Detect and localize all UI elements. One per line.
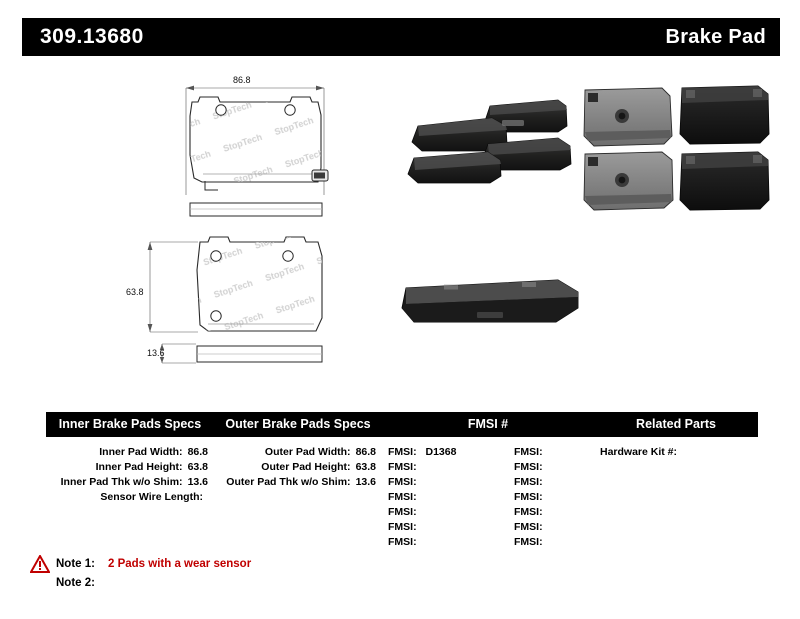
spec-row bbox=[214, 459, 382, 474]
document-header bbox=[22, 18, 780, 56]
fmsi-value bbox=[543, 536, 549, 548]
fmsi-column-left bbox=[382, 444, 488, 549]
fmsi-label: FMSI: bbox=[514, 460, 543, 473]
fmsi-value bbox=[417, 506, 423, 518]
outer-pad-thickness-value: 13.6 bbox=[355, 475, 376, 488]
fmsi-row bbox=[388, 474, 488, 489]
outer-pad-thickness-label: Outer Pad Thk w/o Shim: bbox=[226, 475, 351, 488]
fmsi-label: FMSI: bbox=[388, 475, 417, 488]
inner-pad-height-label: Inner Pad Height: bbox=[95, 460, 183, 473]
fmsi-row bbox=[514, 534, 594, 549]
fmsi-row bbox=[514, 474, 594, 489]
fmsi-row bbox=[514, 459, 594, 474]
pad-outline-bottom bbox=[148, 237, 322, 332]
fmsi-row bbox=[388, 459, 488, 474]
fmsi-label: FMSI: bbox=[514, 535, 543, 548]
fmsi-value bbox=[543, 446, 549, 458]
fmsi-value bbox=[543, 476, 549, 488]
inner-pad-specs-table bbox=[46, 412, 214, 504]
drawing-svg bbox=[22, 60, 780, 400]
related-parts-body bbox=[594, 437, 758, 459]
related-parts-table bbox=[594, 412, 758, 459]
related-parts-title: Related Parts bbox=[594, 412, 758, 437]
note-1 bbox=[56, 554, 576, 573]
outer-pad-height-label: Outer Pad Height: bbox=[261, 460, 351, 473]
part-number: 309.13680 bbox=[40, 25, 144, 48]
pad-photo-group-center bbox=[408, 100, 571, 183]
fmsi-row bbox=[514, 519, 594, 534]
sensor-wire-length-value bbox=[203, 491, 208, 503]
spec-row bbox=[46, 489, 214, 504]
hardware-kit-value bbox=[677, 446, 683, 458]
fmsi-value bbox=[417, 461, 423, 473]
inner-pad-height-value: 63.8 bbox=[187, 460, 208, 473]
note-2-label: Note 2: bbox=[56, 576, 95, 589]
dimension-width-label: 86.8 bbox=[233, 75, 251, 85]
fmsi-label: FMSI: bbox=[388, 490, 417, 503]
fmsi-label: FMSI: bbox=[388, 535, 417, 548]
fmsi-value bbox=[543, 491, 549, 503]
fmsi-row bbox=[388, 534, 488, 549]
hardware-kit-row bbox=[600, 444, 758, 459]
fmsi-row bbox=[388, 444, 488, 459]
inner-pad-thickness-value: 13.6 bbox=[187, 475, 208, 488]
outer-pad-specs-title: Outer Brake Pads Specs bbox=[214, 412, 382, 437]
dimension-thickness-label: 13.6 bbox=[147, 348, 165, 358]
fmsi-value bbox=[417, 521, 423, 533]
pad-outline-top bbox=[186, 86, 328, 195]
fmsi-value bbox=[543, 521, 549, 533]
hardware-kit-label: Hardware Kit #: bbox=[600, 445, 678, 458]
spec-row bbox=[214, 444, 382, 459]
spec-row bbox=[46, 444, 214, 459]
fmsi-label: FMSI: bbox=[388, 445, 417, 458]
fmsi-label: FMSI: bbox=[514, 490, 543, 503]
fmsi-value: D1368 bbox=[425, 445, 457, 458]
inner-pad-specs-title: Inner Brake Pads Specs bbox=[46, 412, 214, 437]
spec-tables bbox=[46, 412, 758, 549]
fmsi-row bbox=[514, 489, 594, 504]
fmsi-label: FMSI: bbox=[388, 505, 417, 518]
fmsi-label: FMSI: bbox=[388, 460, 417, 473]
fmsi-row bbox=[514, 504, 594, 519]
outer-pad-specs-table bbox=[214, 412, 382, 489]
inner-pad-width-label: Inner Pad Width: bbox=[99, 445, 183, 458]
fmsi-label: FMSI: bbox=[514, 520, 543, 533]
outer-pad-specs-body bbox=[214, 437, 382, 489]
fmsi-label: FMSI: bbox=[514, 505, 543, 518]
fmsi-row bbox=[388, 519, 488, 534]
inner-pad-thickness-label: Inner Pad Thk w/o Shim: bbox=[60, 475, 183, 488]
fmsi-value bbox=[417, 476, 423, 488]
inner-pad-width-value: 86.8 bbox=[187, 445, 208, 458]
pad-photo-edge-view bbox=[402, 280, 578, 322]
fmsi-row bbox=[514, 444, 594, 459]
sensor-wire-length-label: Sensor Wire Length: bbox=[100, 490, 203, 503]
fmsi-value bbox=[543, 461, 549, 473]
inner-pad-specs-body bbox=[46, 437, 214, 504]
fmsi-value bbox=[417, 491, 423, 503]
fmsi-value bbox=[543, 506, 549, 518]
fmsi-row bbox=[388, 504, 488, 519]
spec-row bbox=[214, 474, 382, 489]
outer-pad-width-label: Outer Pad Width: bbox=[264, 445, 351, 458]
notes-section bbox=[56, 554, 576, 592]
pad-side-view-top bbox=[190, 203, 322, 216]
pad-photo-group-right bbox=[584, 86, 769, 210]
fmsi-label: FMSI: bbox=[514, 475, 543, 488]
fmsi-value bbox=[417, 536, 423, 548]
spec-row bbox=[46, 474, 214, 489]
dimension-height-label: 63.8 bbox=[126, 287, 144, 297]
note-1-text: 2 Pads with a wear sensor bbox=[108, 557, 252, 570]
outer-pad-height-value: 63.8 bbox=[355, 460, 376, 473]
note-2 bbox=[56, 573, 576, 592]
fmsi-row bbox=[388, 489, 488, 504]
note-1-label: Note 1: bbox=[56, 557, 95, 570]
fmsi-label: FMSI: bbox=[514, 445, 543, 458]
fmsi-body bbox=[382, 437, 594, 549]
fmsi-title: FMSI # bbox=[382, 412, 594, 437]
outer-pad-width-value: 86.8 bbox=[355, 445, 376, 458]
fmsi-label: FMSI: bbox=[388, 520, 417, 533]
document-type-title: Brake Pad bbox=[665, 25, 766, 48]
technical-drawing-area bbox=[22, 60, 780, 400]
spec-row bbox=[46, 459, 214, 474]
fmsi-table bbox=[382, 412, 594, 549]
fmsi-column-right bbox=[488, 444, 594, 549]
warning-triangle-icon bbox=[30, 555, 50, 573]
pad-thickness-view bbox=[160, 344, 322, 363]
